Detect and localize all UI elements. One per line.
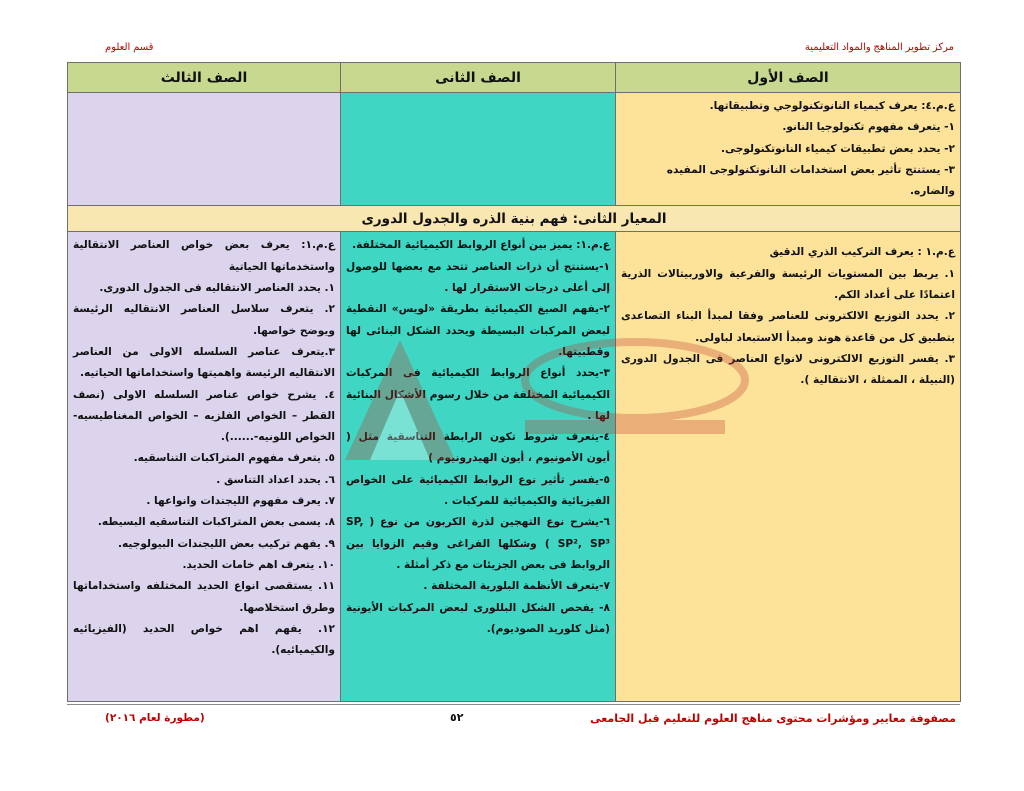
curriculum-table <box>67 62 961 702</box>
grade-3-transition-text: ع.م.١: يعرف بعض خواص العناصر الانتقالية واستخدماتها الحياتية ١. يحدد العناصر الانتقاليه فى الجدول الدورى. ٢. يتعرف سلاسل العناصر الانتقاليه الرئيسة ويوضح خواصها. ٣.يتعرف عناصر السلسله الاولى من العناصر الانتقاليه الرئيسة واهميتها واستخداماتها الحياتيه. ٤. يشرح خواص عناصر السلسله الاولى (نصف القطر – الخواص الفلزيه – الخواص المغناطيسيه- الخواص اللونيه-......). ٥. يتعرف مفهوم المتراكبات التناسقيه. ٦. يحدد اعداد التناسق . ٧. يعرف مفهوم الليجندات وانواعها . ٨. يسمى بعض المتراكبات التناسقيه البسيطه. ٩. يفهم تركيب بعض الليجندات البيولوجيه. ١٠. يتعرف اهم خامات الحديد. ١١. يستقصى انواع الحديد المختلفه واستخداماتها وطرق استخلاصها. ١٢. يفهم اهم خواص الحديد (الفيزيائيه والكيميائيه). <box>73 239 335 657</box>
column-header-grade-3: الصف الثالث <box>68 63 341 93</box>
grade-3-cell <box>68 93 341 206</box>
page-number: ٥٢ <box>450 711 464 724</box>
grade-3-cell <box>68 232 341 702</box>
column-header-row <box>68 63 961 93</box>
footer-title: مصفوفة معايير ومؤشرات محتوى مناهج العلوم للتعليم قبل الجامعى <box>590 712 956 725</box>
header-dept: قسم العلوم <box>105 42 154 53</box>
grade-2-bonds-text: ع.م.١: يميز بين أنواع الروابط الكيميائية المختلفة. ١-يستنتج أن ذرات العناصر تتحد مع بعضها للوصول إلى أعلى درجات الاستقرار لها . ٢-يفهم الصيغ الكيميائية بطريقة «لويس» النقطية لبعض المركبات البسيطة ويحدد الشكل البنائى لها وقطبيتها. ٣-يحدد أنواع الروابط الكيميائية فى المركبات الكيميائية المختلفة من خلال رسوم الأشكال البنائية لها . ٤-يتعرف شروط تكون الرابطة التناسقية مثل ( أيون الأمونيوم ، أيون الهيدرونيوم ) ٥-يفسر تأثير نوع الروابط الكيميائية على الخواص الفيزيائية والكيميائية للمركبات . ٦-يشرح نوع التهجين لذرة الكربون من نوع ( SP, SP², SP³ ) وشكلها الفراغى وقيم الزوايا بين الروابط فى بعض الجزيئات مع ذكر أمثلة . ٧-يتعرف الأنظمة البلورية المختلفة . ٨- يفحص الشكل البللورى لبعض المركبات الأيونية (مثل كلوريد الصوديوم). <box>346 239 611 635</box>
standard-title: المعيار الثانى: فهم بنية الذره والجدول الدورى <box>68 206 961 232</box>
column-header-grade-1: الصف الأول <box>616 63 961 93</box>
column-header-grade-2: الصف الثانى <box>341 63 616 93</box>
grade-2-cell <box>341 232 616 702</box>
grade-1-atomic-text: ع.م.١ : يعرف التركيب الذري الدقيق ١. يربط بين المستويات الرئيسة والفرعية والاوربيتالات الذرية اعتمادًا على أعداد الكم. ٢. يحدد التوزيع الالكترونى للعناصر وفقا لمبدأ البناء التصاعدى بتطبيق كل من قاعدة هوند ومبدأ الاستبعاد لباولى. ٣. يفسر التوزيع الالكترونى لانواع العناصر فى الجدول الدورى (النبيلة ، الممثلة ، الانتقالية ). <box>621 246 955 387</box>
grade-2-cell <box>341 93 616 206</box>
footer-edition: (مطورة لعام ٢٠١٦) <box>105 712 205 724</box>
table-row <box>68 93 961 206</box>
grade-1-nano-text: ع.م.٤: يعرف كيمياء النانوتكنولوجي وتطبيقاتها. ١- يتعرف مفهوم تكنولوجيا النانو. ٢- يحدد بعض تطبيقات كيمياء النانوتكنولوجى. ٣- يستنتج تأثير بعض استخدامات النانوتكنولوجى المفيده والضاره. <box>666 100 955 198</box>
standard-row <box>68 206 961 232</box>
header-org: مركز تطوير المناهج والمواد التعليمية <box>804 42 954 53</box>
grade-1-cell <box>616 232 961 702</box>
footer-divider <box>67 704 960 705</box>
grade-1-cell <box>616 93 961 206</box>
table-row <box>68 232 961 702</box>
